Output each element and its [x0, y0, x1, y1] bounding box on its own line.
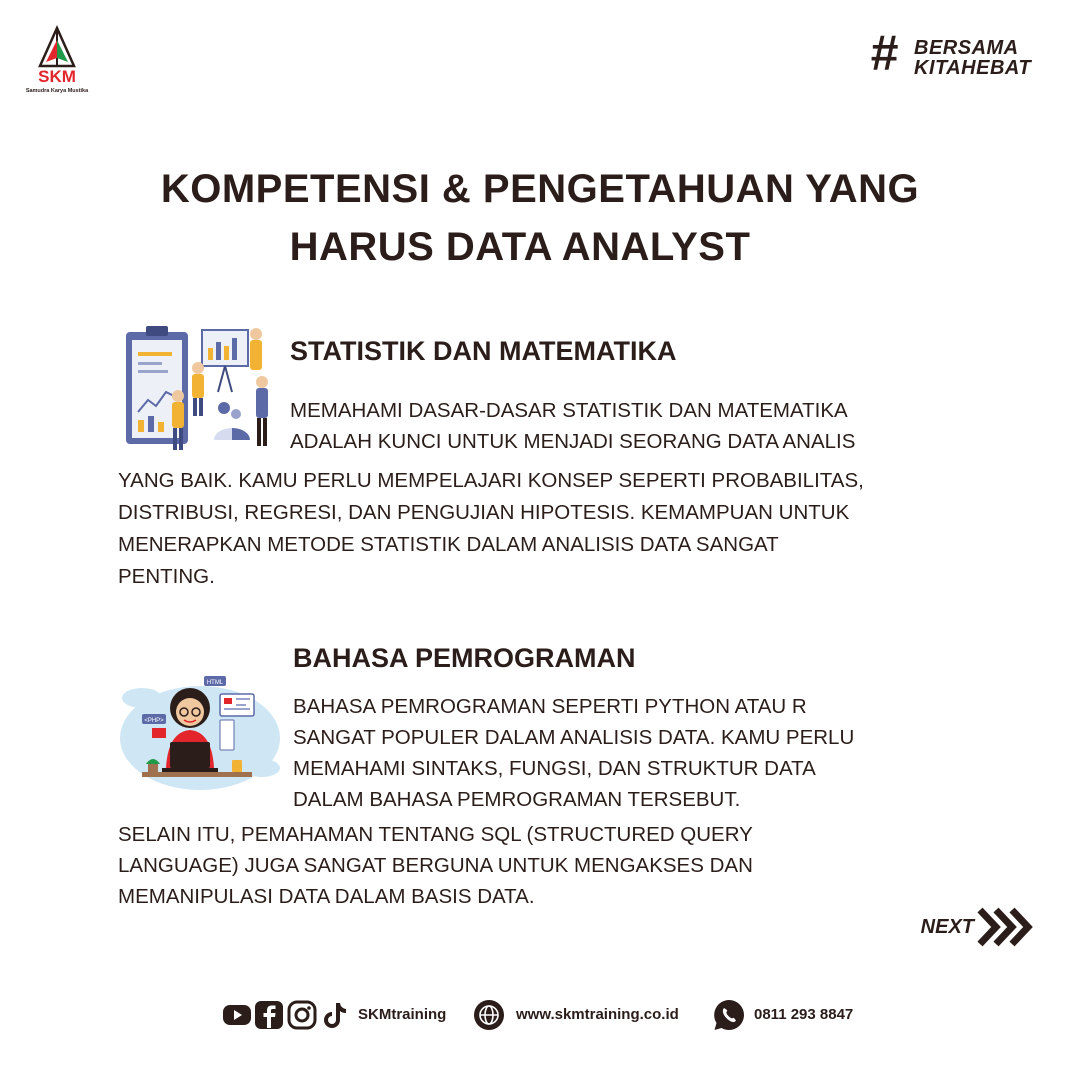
logo-caption: Samudra Karya Mustika	[25, 88, 89, 94]
section-pemrograman-line1: BAHASA PEMROGRAMAN SEPERTI PYTHON ATAU R	[293, 695, 807, 718]
skm-logo	[24, 22, 90, 96]
globe-icon	[474, 1000, 504, 1030]
section-statistik-line5: MENERAPKAN METODE STATISTIK DALAM ANALISIS DATA SANGAT	[118, 533, 779, 556]
next-label: NEXT	[920, 915, 974, 938]
footer	[0, 996, 1080, 1044]
section-statistik-line6: PENTING.	[118, 565, 215, 588]
section-heading-statistik: STATISTIK DAN MATEMATIKA	[290, 336, 677, 366]
phone-number[interactable]: 0811 293 8847	[754, 1006, 854, 1023]
php-label: <PHP>	[144, 718, 164, 724]
section-statistik-line2: ADALAH KUNCI UNTUK MENJADI SEORANG DATA ANALIS	[290, 430, 856, 453]
section-statistik-line3: YANG BAIK. KAMU PERLU MEMPELAJARI KONSEP SEPERTI PROBABILITAS,	[118, 469, 864, 492]
section-statistik-line4: DISTRIBUSI, REGRESI, DAN PENGUJIAN HIPOTESIS. KEMAMPUAN UNTUK	[118, 501, 850, 524]
next-button[interactable]	[921, 906, 1036, 948]
instagram-icon[interactable]	[287, 1000, 317, 1030]
social-handle[interactable]: SKMtraining	[358, 1006, 447, 1023]
section-pemrograman-line5: SELAIN ITU, PEMAHAMAN TENTANG SQL (STRUCTURED QUERY	[118, 823, 753, 846]
section-pemrograman-line4: DALAM BAHASA PEMROGRAMAN TERSEBUT.	[293, 788, 741, 811]
triple-chevron-right-icon	[976, 906, 1036, 948]
section-heading-bahasa-pemrograman: BAHASA PEMROGRAMAN	[293, 643, 636, 673]
data-analytics-team-illustration	[122, 322, 282, 462]
hashtag-bersama-kitahebat	[870, 25, 1040, 81]
section-pemrograman-line7: MEMANIPULASI DATA DALAM BASIS DATA.	[118, 885, 535, 908]
section-pemrograman-line3: MEMAHAMI SINTAKS, FUNGSI, DAN STRUKTUR DATA	[293, 757, 816, 780]
facebook-icon[interactable]	[254, 1000, 284, 1030]
page-title	[60, 160, 1020, 276]
section-statistik-line1: MEMAHAMI DASAR-DASAR STATISTIK DAN MATEMATIKA	[290, 399, 848, 422]
html-label: HTML	[206, 680, 224, 686]
section-pemrograman-line6: LANGUAGE) JUGA SANGAT BERGUNA UNTUK MENGAKSES DAN	[118, 854, 753, 877]
hashtag-line1: BERSAMA	[914, 37, 1019, 59]
page-title-line2: HARUS DATA ANALYST	[289, 225, 751, 269]
whatsapp-icon	[713, 999, 745, 1031]
tiktok-icon[interactable]	[320, 1000, 350, 1030]
skm-logo-mark	[24, 22, 90, 88]
logo-text: SKM	[38, 67, 76, 86]
youtube-icon[interactable]	[222, 1000, 252, 1030]
hashtag-line2: KITAHEBAT	[914, 57, 1032, 79]
programmer-at-laptop-illustration	[112, 658, 282, 798]
page-title-line1: KOMPETENSI & PENGETAHUAN YANG	[160, 167, 920, 211]
website-link[interactable]: www.skmtraining.co.id	[516, 1006, 679, 1023]
hash-symbol-icon: #	[870, 25, 898, 81]
section-pemrograman-line2: SANGAT POPULER DALAM ANALISIS DATA. KAMU PERLU	[293, 726, 855, 749]
